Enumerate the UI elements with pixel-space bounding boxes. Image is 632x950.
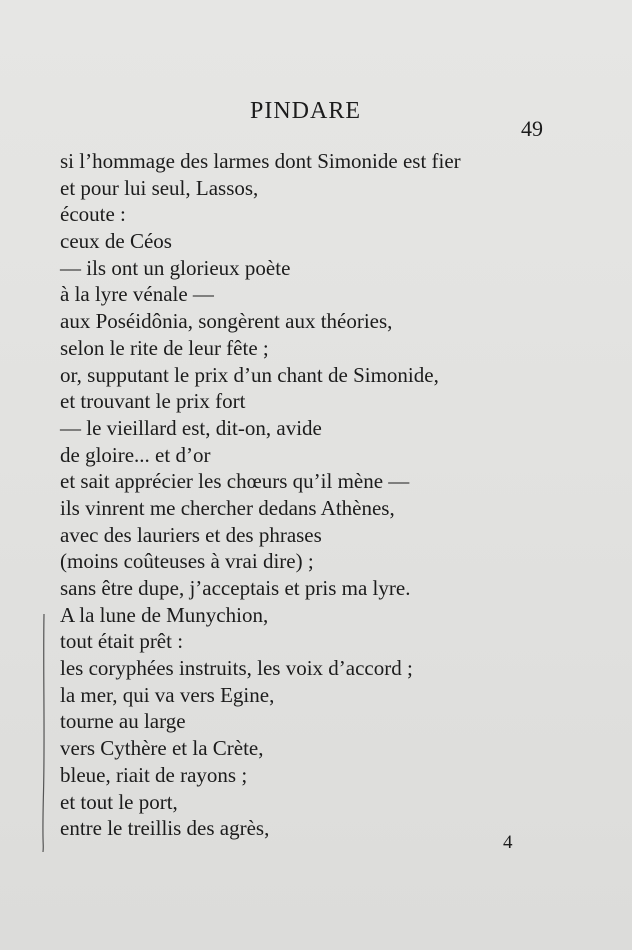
poem-line: la mer, qui va vers Egine, (60, 682, 275, 707)
poem-line: si l’hommage des larmes dont Simonide est fier (60, 149, 461, 173)
margin-pencil-mark (41, 612, 47, 854)
page-number: 49 (521, 116, 543, 141)
poem-line: ceux de Céos (60, 229, 172, 254)
poem-line: de gloire... et d’or (60, 442, 211, 467)
poem-line: (moins coûteuses à vrai dire) ; (60, 549, 314, 574)
poem-line: et trouvant le prix fort (60, 389, 246, 414)
poem-line: avec des lauriers et des phrases (60, 522, 322, 547)
poem-line: à la lyre vénale — (60, 282, 214, 307)
poem-line: les coryphées instruits, les voix d’accord ; (60, 656, 413, 681)
poem-line: or, supputant le prix d’un chant de Simonide, (60, 362, 439, 387)
poem-line: et sait apprécier les chœurs qu’il mène — (60, 469, 410, 494)
poem-line: sans être dupe, j’acceptais et pris ma lyre. (60, 576, 411, 600)
poem-line: écoute : (60, 202, 126, 227)
poem-line: — ils ont un glorieux poète (60, 255, 291, 280)
running-head-title: PINDARE (250, 98, 362, 124)
poem-line: aux Poséidônia, songèrent aux théories, (60, 309, 393, 334)
poem-line: — le vieillard est, dit-on, avide (60, 415, 322, 440)
poem-line: tourne au large (60, 709, 186, 734)
poem-line: ils vinrent me chercher dedans Athènes, (60, 495, 395, 520)
poem-line: A la lune de Munychion, (60, 602, 269, 627)
poem-line: et tout le port, (60, 789, 178, 814)
poem-line: entre le treillis des agrès, (60, 816, 270, 841)
poem-line: et pour lui seul, Lassos, (60, 175, 259, 200)
signature-mark: 4 (503, 832, 513, 853)
poem-line: selon le rite de leur fête ; (60, 335, 269, 360)
poem-text (60, 148, 461, 842)
poem-line: tout était prêt : (60, 629, 184, 654)
poem-line: bleue, riait de rayons ; (60, 762, 248, 787)
poem-line: vers Cythère et la Crète, (60, 736, 264, 761)
